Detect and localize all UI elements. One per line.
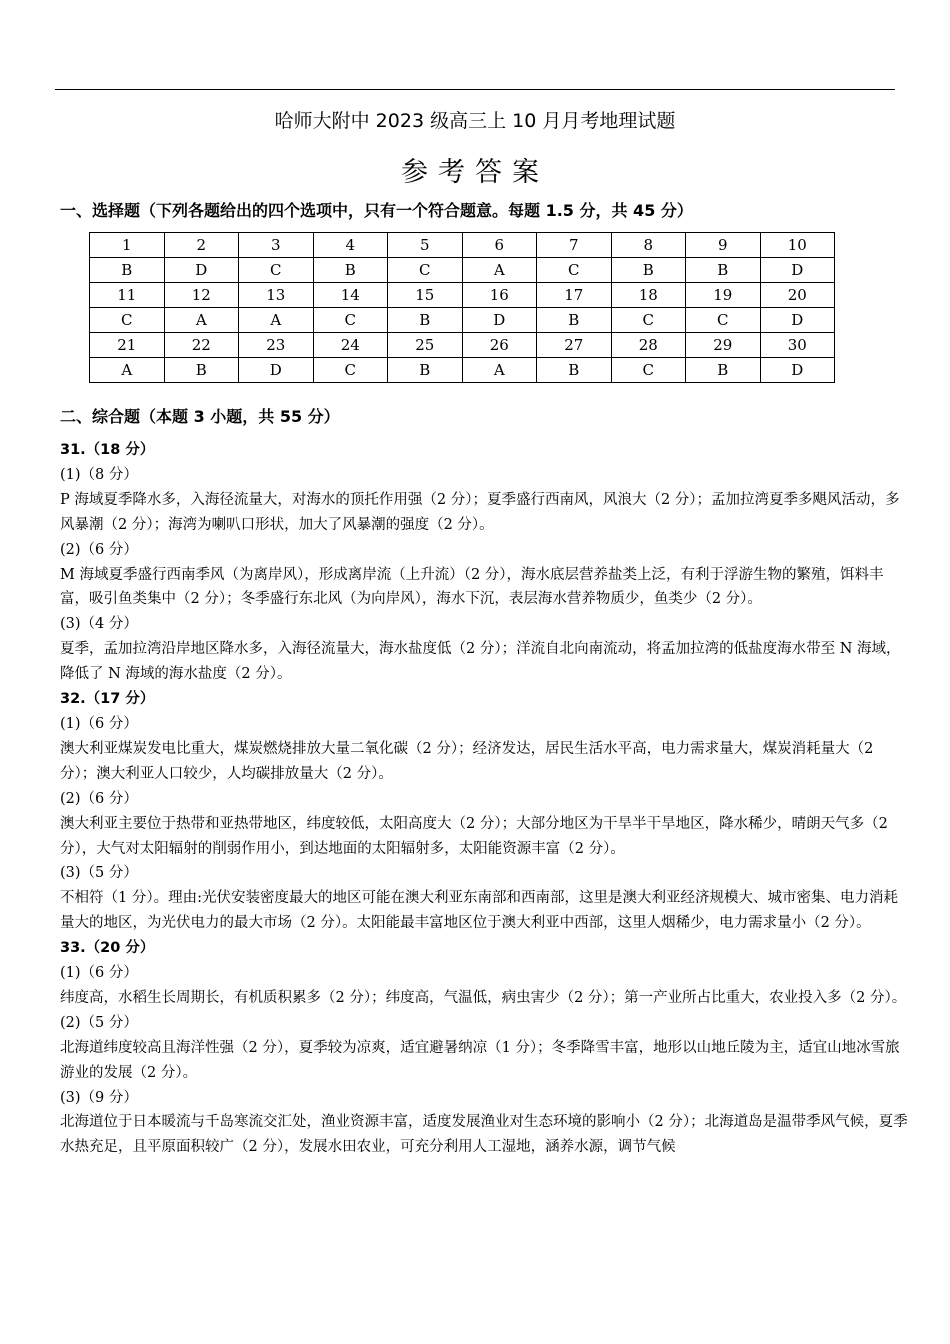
question-number: 15 bbox=[388, 283, 463, 308]
answer-cell: B bbox=[164, 358, 239, 383]
answer-cell: C bbox=[611, 358, 686, 383]
answer-cell: B bbox=[686, 358, 761, 383]
question-number: 26 bbox=[462, 333, 537, 358]
answer-cell: A bbox=[239, 308, 314, 333]
part-label: (1)（6 分） bbox=[60, 715, 138, 732]
answer-cell: C bbox=[686, 308, 761, 333]
answer-cell: B bbox=[611, 258, 686, 283]
part-label: (1)（6 分） bbox=[60, 965, 138, 982]
answer-cell: C bbox=[537, 258, 612, 283]
table-row-answers bbox=[90, 358, 835, 383]
question-number: 5 bbox=[388, 233, 463, 258]
section1-heading: 一、选择题（下列各题给出的四个选项中，只有一个符合题意。每题 1.5 分，共 45 分） bbox=[60, 201, 693, 220]
part-answer: 夏季，孟加拉湾沿岸地区降水多，入海径流量大，海水盐度低（2 分）；洋流自北向南流动，将孟加拉湾的低盐度海水带至 N 海域，降低了 N 海域的海水盐度（2 分）。 bbox=[60, 641, 901, 683]
question-32-title: 32.（17 分） bbox=[60, 691, 155, 708]
question-number: 23 bbox=[239, 333, 314, 358]
question-number: 3 bbox=[239, 233, 314, 258]
answer-cell: D bbox=[462, 308, 537, 333]
answer-cell: C bbox=[388, 258, 463, 283]
answers-content bbox=[60, 438, 910, 1160]
answer-cell: B bbox=[388, 308, 463, 333]
question-number: 29 bbox=[686, 333, 761, 358]
answer-cell: D bbox=[760, 308, 835, 333]
answer-cell: D bbox=[760, 358, 835, 383]
answer-table bbox=[89, 232, 835, 383]
part-label: (2)（6 分） bbox=[60, 790, 138, 807]
question-number: 17 bbox=[537, 283, 612, 308]
part-answer: 纬度高，水稻生长周期长，有机质积累多（2 分）；纬度高，气温低，病虫害少（2 分）；第一产业所占比重大，农业投入多（2 分）。 bbox=[60, 989, 907, 1006]
question-number: 20 bbox=[760, 283, 835, 308]
part-answer: 不相符（1 分）。理由:光伏安装密度最大的地区可能在澳大利亚东南部和西南部，这里是澳大利亚经济规模大、城市密集、电力消耗量大的地区，为光伏电力的最大市场（2 分）。太阳能最丰富地区位于澳大利亚中西部，这里人烟稀少，电力需求量小（2 分）。 bbox=[60, 890, 898, 932]
answer-cell: B bbox=[537, 358, 612, 383]
answer-cell: A bbox=[90, 358, 165, 383]
question-number: 30 bbox=[760, 333, 835, 358]
page-title: 哈师大附中 2023 级高三上 10 月月考地理试题 bbox=[274, 110, 676, 132]
question-number: 14 bbox=[313, 283, 388, 308]
question-number: 8 bbox=[611, 233, 686, 258]
question-number: 1 bbox=[90, 233, 165, 258]
part-answer: 澳大利亚主要位于热带和亚热带地区，纬度较低，太阳高度大（2 分）；大部分地区为干旱半干旱地区，降水稀少，晴朗天气多（2 分），大气对太阳辐射的削弱作用小，到达地面的太阳辐射多，太阳能资源丰富（2 分）。 bbox=[60, 815, 888, 857]
table-row-numbers bbox=[90, 283, 835, 308]
question-number: 2 bbox=[164, 233, 239, 258]
question-number: 25 bbox=[388, 333, 463, 358]
answer-cell: C bbox=[313, 358, 388, 383]
part-answer: 澳大利亚煤炭发电比重大，煤炭燃烧排放大量二氧化碳（2 分）；经济发达，居民生活水平高，电力需求量大，煤炭消耗量大（2 分）；澳大利亚人口较少，人均碳排放量大（2 分）。 bbox=[60, 740, 874, 782]
answer-cell: B bbox=[537, 308, 612, 333]
answer-cell: B bbox=[90, 258, 165, 283]
question-number: 27 bbox=[537, 333, 612, 358]
part-label: (3)（4 分） bbox=[60, 616, 138, 633]
part-label: (2)（6 分） bbox=[60, 541, 138, 558]
question-33-title: 33.（20 分） bbox=[60, 940, 155, 957]
question-number: 10 bbox=[760, 233, 835, 258]
part-answer: P 海域夏季降水多，入海径流量大，对海水的顶托作用强（2 分）；夏季盛行西南风，风浪大（2 分）；孟加拉湾夏季多飓风活动，多风暴潮（2 分）；海湾为喇叭口形状，加大了风暴潮的强度（2 分）。 bbox=[60, 491, 900, 533]
question-number: 7 bbox=[537, 233, 612, 258]
answer-cell: B bbox=[686, 258, 761, 283]
answer-cell: D bbox=[164, 258, 239, 283]
question-number: 22 bbox=[164, 333, 239, 358]
question-number: 11 bbox=[90, 283, 165, 308]
part-label: (3)（5 分） bbox=[60, 865, 138, 882]
answer-cell: A bbox=[462, 258, 537, 283]
answer-cell: D bbox=[239, 358, 314, 383]
question-number: 24 bbox=[313, 333, 388, 358]
question-number: 9 bbox=[686, 233, 761, 258]
answer-cell: A bbox=[462, 358, 537, 383]
part-label: (3)（9 分） bbox=[60, 1089, 138, 1106]
part-label: (1)（8 分） bbox=[60, 466, 138, 483]
question-number: 13 bbox=[239, 283, 314, 308]
answer-cell: C bbox=[90, 308, 165, 333]
question-number: 19 bbox=[686, 283, 761, 308]
answer-cell: C bbox=[239, 258, 314, 283]
part-label: (2)（5 分） bbox=[60, 1014, 138, 1031]
answer-cell: C bbox=[611, 308, 686, 333]
table-row-numbers bbox=[90, 333, 835, 358]
answer-cell: D bbox=[760, 258, 835, 283]
question-number: 12 bbox=[164, 283, 239, 308]
question-number: 6 bbox=[462, 233, 537, 258]
question-number: 28 bbox=[611, 333, 686, 358]
answer-cell: B bbox=[313, 258, 388, 283]
table-row-numbers bbox=[90, 233, 835, 258]
table-row-answers bbox=[90, 258, 835, 283]
part-answer: M 海域夏季盛行西南季风（为离岸风），形成离岸流（上升流）（2 分），海水底层营养盐类上泛，有利于浮游生物的繁殖，饵料丰富，吸引鱼类集中（2 分）；冬季盛行东北风（为向岸风），海水下沉，表层海水营养物质少，鱼类少（2 分）。 bbox=[60, 566, 884, 608]
answer-cell: A bbox=[164, 308, 239, 333]
answer-cell: B bbox=[388, 358, 463, 383]
table-row-answers bbox=[90, 308, 835, 333]
part-answer: 北海道位于日本暖流与千岛寒流交汇处，渔业资源丰富，适度发展渔业对生态环境的影响小（2 分）；北海道岛是温带季风气候，夏季水热充足，且平原面积较广（2 分），发展水田农业，可充分利用人工湿地，涵养水源，调节气候 bbox=[60, 1114, 908, 1156]
question-number: 18 bbox=[611, 283, 686, 308]
question-number: 21 bbox=[90, 333, 165, 358]
question-31-title: 31.（18 分） bbox=[60, 442, 155, 458]
answer-cell: C bbox=[313, 308, 388, 333]
question-number: 16 bbox=[462, 283, 537, 308]
section2-heading: 二、综合题（本题 3 小题，共 55 分） bbox=[60, 407, 340, 426]
page-subtitle: 参考答案 bbox=[401, 157, 549, 188]
question-number: 4 bbox=[313, 233, 388, 258]
top-rule bbox=[55, 89, 895, 90]
part-answer: 北海道纬度较高且海洋性强（2 分），夏季较为凉爽，适宜避暑纳凉（1 分）；冬季降雪丰富，地形以山地丘陵为主，适宜山地冰雪旅游业的发展（2 分）。 bbox=[60, 1039, 900, 1081]
